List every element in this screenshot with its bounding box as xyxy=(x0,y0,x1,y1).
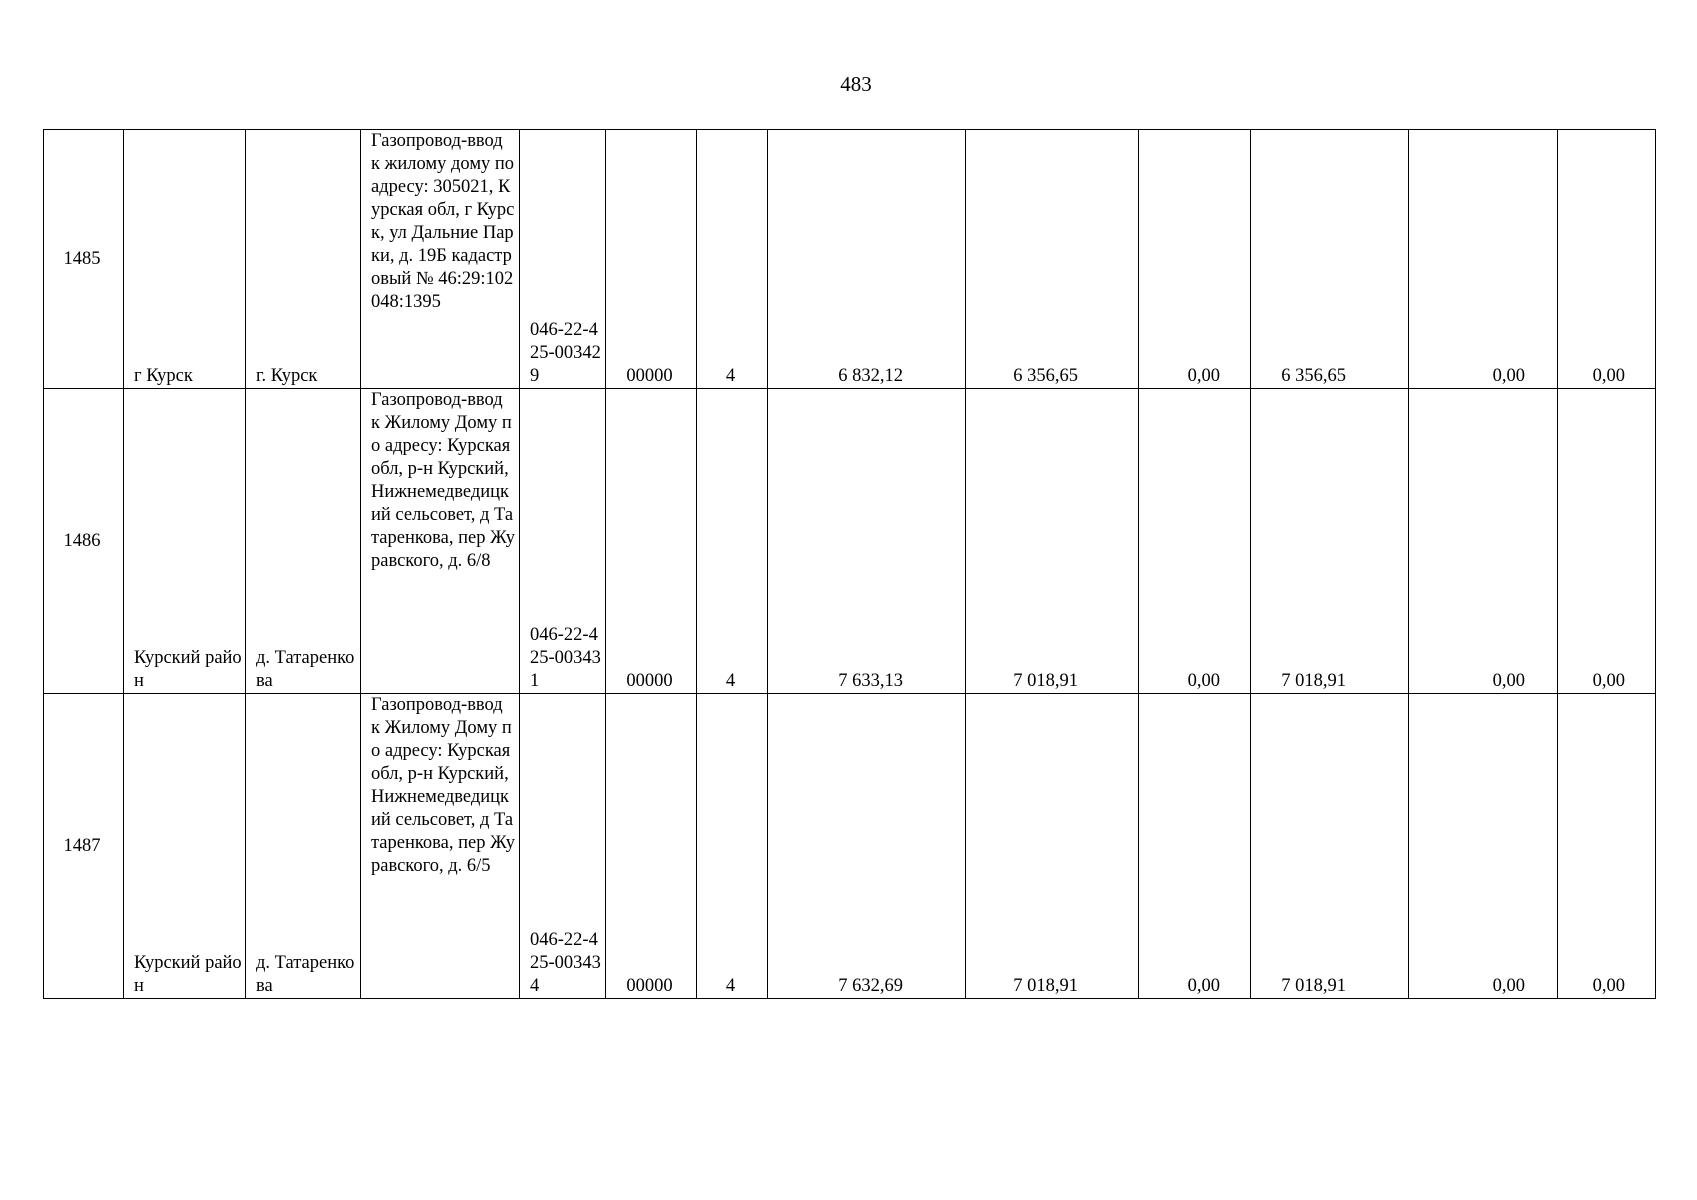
value-4-cell: 6 356,65 xyxy=(1251,130,1409,389)
value-3-cell: 0,00 xyxy=(1139,130,1251,389)
table-row xyxy=(44,130,1656,389)
value-1-cell: 7 633,13 xyxy=(768,389,966,694)
district-cell: Курский район xyxy=(124,389,246,694)
value-4-cell: 7 018,91 xyxy=(1251,389,1409,694)
value-2-cell: 7 018,91 xyxy=(966,694,1139,999)
row-index: 1485 xyxy=(44,130,124,389)
page-number: 483 xyxy=(840,72,872,96)
district-cell: Курский район xyxy=(124,694,246,999)
code-cell: 046-22-425-003429 xyxy=(520,130,606,389)
value-5-cell: 0,00 xyxy=(1409,130,1558,389)
table-row xyxy=(44,389,1656,694)
description-cell: Газопровод-ввод к Жилому Дому по адресу: Курская обл, р-н Курский, Нижнемедведицкий сельсовет, д Татаренкова, пер Журавского, д. 6/8 xyxy=(361,389,520,694)
locality-cell: д. Татаренкова xyxy=(246,389,361,694)
value-5-cell: 0,00 xyxy=(1409,694,1558,999)
value-3-cell: 0,00 xyxy=(1139,694,1251,999)
value-6-cell: 0,00 xyxy=(1558,694,1656,999)
column-c2-cell: 4 xyxy=(697,130,768,389)
value-6-cell: 0,00 xyxy=(1558,130,1656,389)
column-c2-cell: 4 xyxy=(697,389,768,694)
description-cell: Газопровод-ввод к Жилому Дому по адресу: Курская обл, р-н Курский, Нижнемедведицкий сельсовет, д Татаренкова, пер Журавского, д. 6/5 xyxy=(361,694,520,999)
code-cell: 046-22-425-003431 xyxy=(520,389,606,694)
column-c1-cell: 00000 xyxy=(606,130,697,389)
value-1-cell: 6 832,12 xyxy=(768,130,966,389)
registry-table xyxy=(43,129,1656,999)
column-c1-cell: 00000 xyxy=(606,389,697,694)
column-c2-cell: 4 xyxy=(697,694,768,999)
value-6-cell: 0,00 xyxy=(1558,389,1656,694)
value-5-cell: 0,00 xyxy=(1409,389,1558,694)
code-cell: 046-22-425-003434 xyxy=(520,694,606,999)
description-cell: Газопровод-ввод к жилому дому по адресу: 305021, Курская обл, г Курск, ул Дальние Парки, д. 19Б кадастровый № 46:29:102048:1395 xyxy=(361,130,520,389)
value-3-cell: 0,00 xyxy=(1139,389,1251,694)
value-2-cell: 7 018,91 xyxy=(966,389,1139,694)
column-c1-cell: 00000 xyxy=(606,694,697,999)
table-row xyxy=(44,694,1656,999)
locality-cell: г. Курск xyxy=(246,130,361,389)
locality-cell: д. Татаренкова xyxy=(246,694,361,999)
value-2-cell: 6 356,65 xyxy=(966,130,1139,389)
row-index: 1486 xyxy=(44,389,124,694)
district-cell: г Курск xyxy=(124,130,246,389)
value-4-cell: 7 018,91 xyxy=(1251,694,1409,999)
row-index: 1487 xyxy=(44,694,124,999)
value-1-cell: 7 632,69 xyxy=(768,694,966,999)
